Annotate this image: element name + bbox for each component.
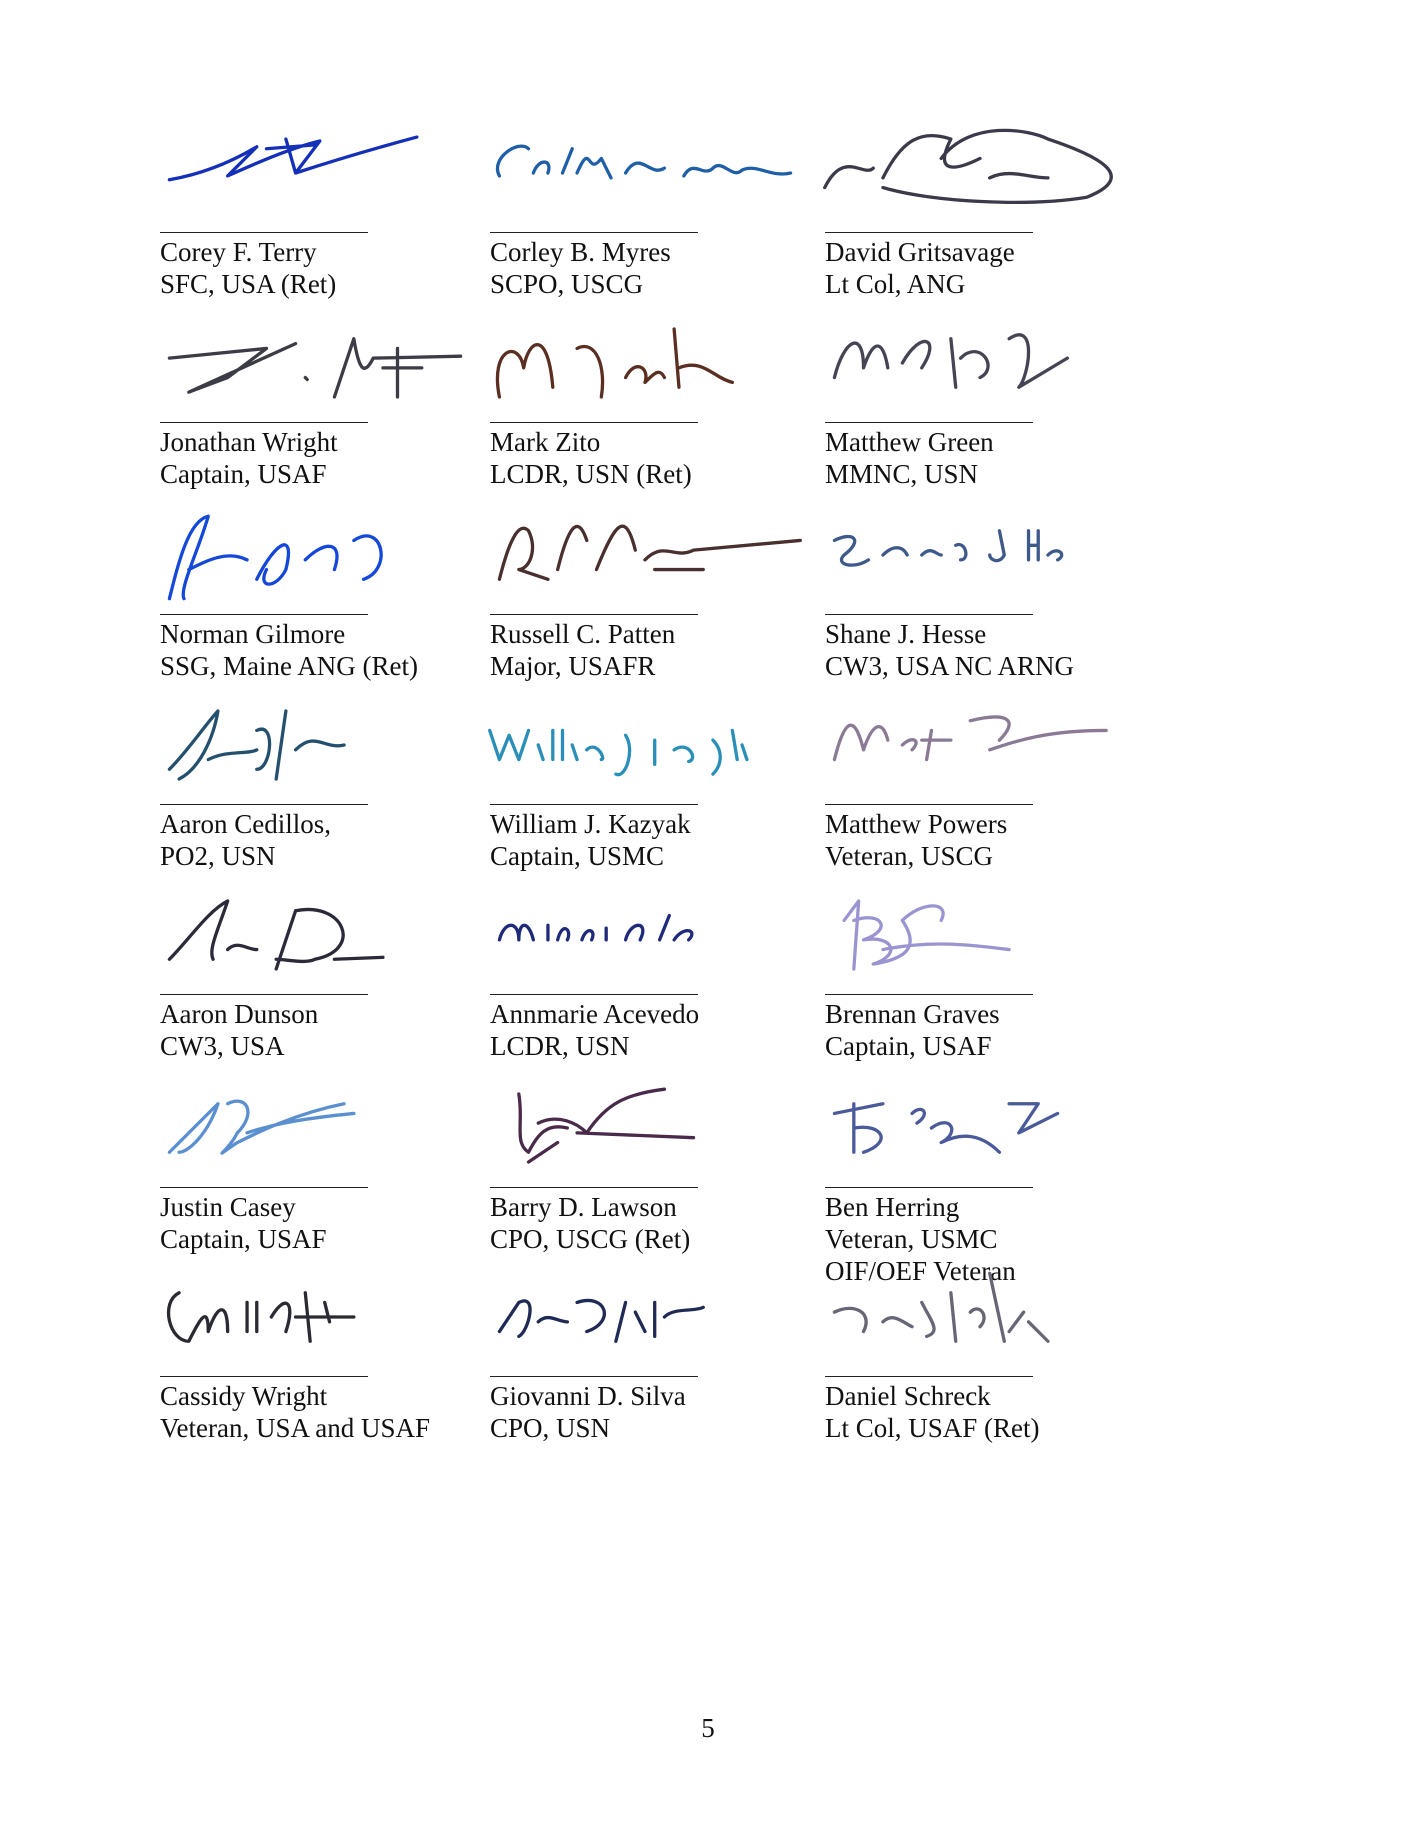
signatory-rank: Captain, USMC bbox=[490, 841, 665, 871]
handwritten-signature bbox=[815, 500, 1145, 610]
signatory-rank: Lt Col, USAF (Ret) bbox=[825, 1413, 1040, 1443]
signatory-name: Annmarie Acevedo bbox=[490, 999, 700, 1029]
handwritten-signature bbox=[815, 1073, 1145, 1183]
signatory-name: Daniel Schreck bbox=[825, 1381, 991, 1411]
signature-line bbox=[490, 422, 698, 423]
signature-line bbox=[490, 232, 698, 233]
signature-line bbox=[825, 422, 1033, 423]
signatory-rank: LCDR, USN (Ret) bbox=[490, 459, 692, 489]
signature-line bbox=[160, 614, 368, 615]
signatory-name: Corey F. Terry bbox=[160, 237, 317, 267]
handwritten-signature bbox=[480, 690, 810, 800]
signatory-rank: SCPO, USCG bbox=[490, 269, 644, 299]
signatory-name: Corley B. Myres bbox=[490, 237, 671, 267]
signature-line bbox=[490, 994, 698, 995]
signatory-rank: SFC, USA (Ret) bbox=[160, 269, 337, 299]
signatory-rank: Captain, USAF bbox=[160, 1224, 327, 1254]
signature-line bbox=[825, 614, 1033, 615]
signature-line bbox=[825, 994, 1033, 995]
handwritten-signature bbox=[480, 880, 810, 990]
signatory-rank: Veteran, USA and USAF bbox=[160, 1413, 430, 1443]
handwritten-signature bbox=[480, 1073, 810, 1183]
signatory-name: Cassidy Wright bbox=[160, 1381, 328, 1411]
signatory-name: Russell C. Patten bbox=[490, 619, 676, 649]
signatory-rank: CW3, USA bbox=[160, 1031, 285, 1061]
handwritten-signature bbox=[480, 500, 810, 610]
signature-line bbox=[490, 804, 698, 805]
signatory-rank: Veteran, USCG bbox=[825, 841, 993, 871]
signatory-rank: CPO, USCG (Ret) bbox=[490, 1224, 691, 1254]
handwritten-signature bbox=[480, 308, 810, 418]
signatory-name: Norman Gilmore bbox=[160, 619, 346, 649]
handwritten-signature bbox=[815, 308, 1145, 418]
signatory-rank: Captain, USAF bbox=[160, 459, 327, 489]
signature-line bbox=[490, 614, 698, 615]
signatory-name: Matthew Powers bbox=[825, 809, 1008, 839]
signatory-name: Shane J. Hesse bbox=[825, 619, 987, 649]
handwritten-signature bbox=[815, 1262, 1145, 1372]
handwritten-signature bbox=[815, 880, 1145, 990]
signature-line bbox=[160, 994, 368, 995]
signature-line bbox=[160, 804, 368, 805]
signatory-name: Mark Zito bbox=[490, 427, 601, 457]
signatory-rank: CPO, USN bbox=[490, 1413, 611, 1443]
signature-line bbox=[160, 1376, 368, 1377]
signatory-name: David Gritsavage bbox=[825, 237, 1015, 267]
signature-line bbox=[490, 1376, 698, 1377]
signatory-name: Justin Casey bbox=[160, 1192, 296, 1222]
handwritten-signature bbox=[150, 500, 480, 610]
handwritten-signature bbox=[480, 1262, 810, 1372]
signatory-name: Giovanni D. Silva bbox=[490, 1381, 686, 1411]
handwritten-signature bbox=[815, 118, 1145, 228]
signature-line bbox=[825, 1376, 1033, 1377]
signatory-rank: CW3, USA NC ARNG bbox=[825, 651, 1075, 681]
handwritten-signature bbox=[480, 118, 810, 228]
page-number: 5 bbox=[701, 1713, 715, 1743]
handwritten-signature bbox=[150, 308, 480, 418]
signatory-rank: Major, USAFR bbox=[490, 651, 656, 681]
signature-line bbox=[160, 422, 368, 423]
signature-line bbox=[825, 1187, 1033, 1188]
signatory-rank: Captain, USAF bbox=[825, 1031, 992, 1061]
signatory-name: Aaron Cedillos, bbox=[160, 809, 331, 839]
handwritten-signature bbox=[150, 1262, 480, 1372]
signatory-name: Barry D. Lawson bbox=[490, 1192, 677, 1222]
signature-line bbox=[825, 804, 1033, 805]
handwritten-signature bbox=[150, 118, 480, 228]
signatory-name: Matthew Green bbox=[825, 427, 994, 457]
handwritten-signature bbox=[150, 690, 480, 800]
signatory-rank: Lt Col, ANG bbox=[825, 269, 966, 299]
signature-line bbox=[160, 1187, 368, 1188]
signature-line bbox=[160, 232, 368, 233]
signatory-name: Ben Herring bbox=[825, 1192, 960, 1222]
handwritten-signature bbox=[815, 690, 1145, 800]
handwritten-signature bbox=[150, 1073, 480, 1183]
signatory-rank: SSG, Maine ANG (Ret) bbox=[160, 651, 418, 681]
signatory-rank: PO2, USN bbox=[160, 841, 276, 871]
signatory-note: OIF/OEF Veteran bbox=[825, 1256, 1016, 1286]
signatory-rank: LCDR, USN bbox=[490, 1031, 630, 1061]
signatory-rank: Veteran, USMC bbox=[825, 1224, 998, 1254]
signatory-name: William J. Kazyak bbox=[490, 809, 691, 839]
handwritten-signature bbox=[150, 880, 480, 990]
signatory-name: Jonathan Wright bbox=[160, 427, 338, 457]
signature-line bbox=[825, 232, 1033, 233]
signatory-name: Brennan Graves bbox=[825, 999, 1000, 1029]
signature-line bbox=[490, 1187, 698, 1188]
signatory-rank: MMNC, USN bbox=[825, 459, 979, 489]
signatory-name: Aaron Dunson bbox=[160, 999, 319, 1029]
